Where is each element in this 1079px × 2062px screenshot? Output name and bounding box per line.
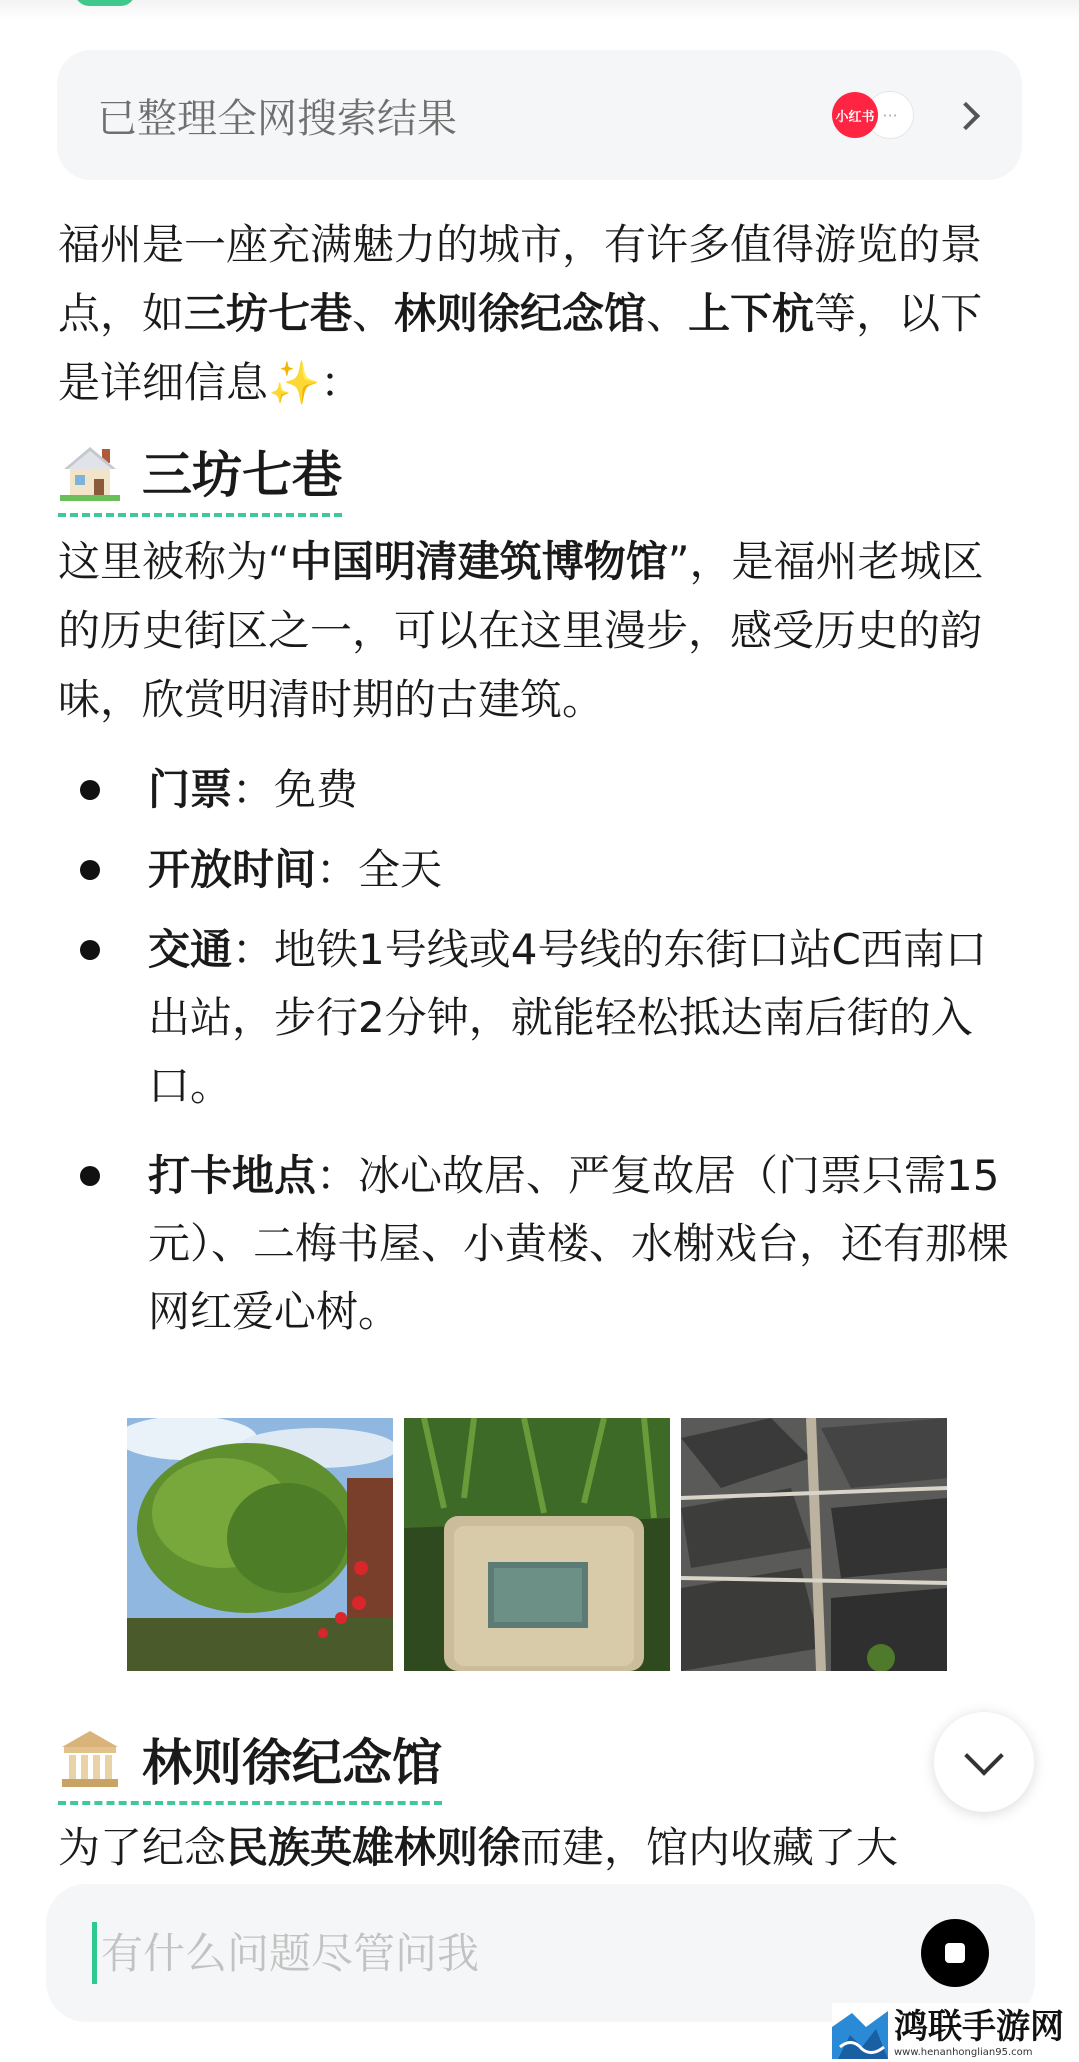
- text-caret: [92, 1922, 97, 1984]
- answer-content: [58, 210, 1023, 1882]
- top-fade: [0, 0, 1079, 20]
- list-item-text: ：冰心故居、严复故居（门票只需15元）、二梅书屋、小黄楼、水榭戏台，还有那棵网红爱心树。: [148, 1151, 1010, 1336]
- intro-text: 等，以下是详细信息✨：: [58, 289, 983, 407]
- watermark-logo: [832, 2007, 888, 2059]
- desc-text: 而建，馆内收藏了大: [520, 1823, 899, 1872]
- house-icon: [58, 439, 122, 503]
- search-results-bar[interactable]: [57, 50, 1022, 180]
- list-item-text: ：地铁1号线或4号线的东街口站C西南口出站，步行2分钟，就能轻松抵达南后街的入口。: [148, 925, 987, 1110]
- list-item-label: 开放时间: [148, 845, 317, 894]
- list-item-label: 交通: [148, 925, 233, 974]
- photo-gallery: [127, 1418, 1023, 1671]
- section-title-linzexu: [58, 1723, 442, 1805]
- linzexu-description: [58, 1813, 1023, 1882]
- heart-tree-photo[interactable]: [127, 1418, 393, 1671]
- list-item: [58, 1142, 1023, 1346]
- site-watermark: [832, 2003, 1079, 2062]
- intro-text: 、: [352, 289, 395, 338]
- desc-bold: 中国明清建筑博物馆: [289, 537, 668, 586]
- search-results-label: 已整理全网搜索结果: [97, 95, 457, 142]
- source-badges: [832, 91, 914, 139]
- intro-bold-sanfang: 三坊七巷: [184, 289, 353, 338]
- intro-bold-linzexu: 林则徐纪念馆: [394, 289, 647, 338]
- sanfang-description: [58, 527, 1023, 734]
- watermark-url: www.henanhonglian95.com: [894, 2046, 1033, 2058]
- list-item-label: 门票: [148, 765, 233, 814]
- section-title-text: 林则徐纪念馆: [142, 1734, 442, 1792]
- intro-paragraph: [58, 210, 1023, 417]
- desc-bold: 民族英雄林则徐: [226, 1823, 521, 1872]
- section-title-sanfang: [58, 435, 342, 517]
- rooftops-photo[interactable]: [681, 1418, 947, 1671]
- stop-icon: [945, 1943, 965, 1963]
- museum-icon: [58, 1727, 122, 1791]
- list-item: [58, 756, 1023, 824]
- stone-tablet-photo[interactable]: [404, 1418, 670, 1671]
- intro-bold-shangxiahang: 上下杭: [688, 289, 815, 338]
- watermark-title: 鸿联手游网: [894, 2006, 1064, 2047]
- chat-input-bar: [46, 1884, 1035, 2022]
- list-item-text: ：全天: [316, 845, 443, 894]
- list-item-label: 打卡地点: [148, 1151, 317, 1200]
- xiaohongshu-badge: 小红书: [832, 92, 878, 138]
- chevron-right-icon[interactable]: [954, 101, 982, 129]
- sanfang-info-list: [58, 756, 1023, 1346]
- chat-input[interactable]: [99, 1928, 921, 1979]
- intro-text: 、: [646, 289, 689, 338]
- desc-text: 这里被称为“: [58, 537, 290, 586]
- section-title-text: 三坊七巷: [142, 446, 342, 504]
- intro-text: 福州是一座充满魅力的城市，有许多值得游览的景点，如: [58, 220, 983, 338]
- list-item: [58, 916, 1023, 1120]
- scroll-down-button[interactable]: [934, 1712, 1034, 1812]
- stop-generation-button[interactable]: [921, 1919, 989, 1987]
- desc-text: 为了纪念: [58, 1823, 227, 1872]
- more-sources-badge: ···: [866, 91, 914, 139]
- desc-text: ”，是福州老城区的历史街区之一，可以在这里漫步，感受历史的韵味，欣赏明清时期的古建筑。: [58, 537, 984, 724]
- list-item: [58, 836, 1023, 904]
- list-item-text: ：免费: [232, 765, 359, 814]
